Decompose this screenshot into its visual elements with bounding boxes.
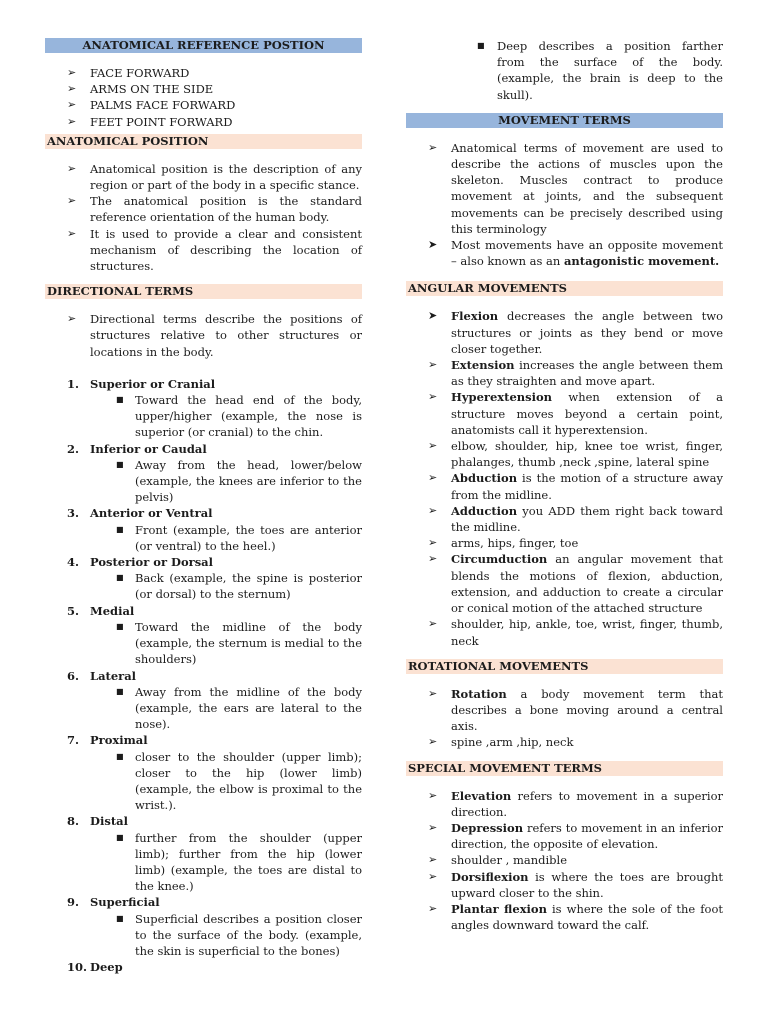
list-item: ➢ Rotation a body movement term that describes a bone moving around a central axis. <box>428 686 723 734</box>
arrow-bullet-icon: ➢ <box>428 358 438 372</box>
list-item: ➤ Most movements have an opposite movement – also known as an antagonistic movement. <box>428 238 723 269</box>
list-item: ➢ Anatomical position is the description of any region or part of the body in a specific stance. <box>67 161 362 193</box>
term-name: Superficial <box>90 895 160 910</box>
movement-terms-list <box>406 140 723 270</box>
directional-term <box>45 813 362 894</box>
term-number: 10. <box>67 960 88 975</box>
term-description: ■ Away from the midline of the body (example, the ears are lateral to the nose). <box>116 684 362 732</box>
deep-description-list <box>361 38 723 103</box>
arrow-bullet-icon: ➢ <box>428 686 438 700</box>
term-description: ■ Deep describes a position farther from the surface of the body. (example, the brain is deep to the skull). <box>477 39 723 102</box>
arrow-bullet-icon: ➢ <box>67 226 77 240</box>
arrow-bullet-icon: ➢ <box>428 617 438 631</box>
arrow-bullet-icon: ➢ <box>428 471 438 485</box>
term-number: 8. <box>67 814 80 829</box>
list-item: ➢ Directional terms describe the positions of structures relative to other structures or locations in the body. <box>67 312 362 359</box>
list-item: ➢ Anatomical terms of movement are used to describe the actions of muscles upon the skeleton. Muscles contract to produce movement at joints, and the subsequent movements can be precisely described using this terminology <box>428 140 723 236</box>
term-name: Proximal <box>90 733 148 748</box>
square-bullet-icon: ■ <box>116 913 124 923</box>
directional-intro-list <box>45 311 362 360</box>
list-item: ➢ arms, hips, finger, toe <box>428 536 579 551</box>
special-movement-list <box>406 788 723 934</box>
directional-term <box>45 554 362 603</box>
term-number: 6. <box>67 668 80 683</box>
rotational-movements-heading: ROTATIONAL MOVEMENTS <box>406 659 723 674</box>
arrow-bullet-icon: ➢ <box>428 536 438 550</box>
list-item: ➢ Dorsiflexion is where the toes are brought upward closer to the shin. <box>428 869 723 900</box>
square-bullet-icon: ■ <box>116 459 124 469</box>
term-number: 7. <box>67 733 80 748</box>
list-item: ➢ FACE FORWARD <box>67 66 190 80</box>
term-description: ■ Away from the head, lower/below (example, the knees are inferior to the pelvis) <box>116 457 362 505</box>
term-name: Posterior or Dorsal <box>90 555 214 570</box>
list-item: ➢ shoulder , mandible <box>428 853 567 868</box>
arrow-bullet-icon: ➢ <box>428 853 438 867</box>
list-item: ➢ Hyperextension when extension of a structure moves beyond a certain point, anatomists call it hyperextension. <box>428 390 723 437</box>
term-description: ■ Toward the head end of the body, upper/higher (example, the nose is superior (or cranial) to the chin. <box>116 393 362 440</box>
term-name: Lateral <box>90 668 137 683</box>
square-bullet-icon: ■ <box>116 751 124 761</box>
square-bullet-icon: ■ <box>116 621 124 631</box>
arrow-bullet-icon: ➢ <box>428 390 438 404</box>
arrow-bullet-icon: ➢ <box>67 161 77 175</box>
square-bullet-icon: ■ <box>116 395 124 405</box>
square-bullet-icon: ■ <box>116 573 124 583</box>
directional-term <box>45 603 362 668</box>
anatomical-position-list <box>45 161 362 274</box>
list-item: ➢ Adduction you ADD them right back toward the midline. <box>428 503 723 535</box>
term-name: Medial <box>90 603 135 618</box>
term-name: Distal <box>90 814 128 829</box>
list-item: ➢ elbow, shoulder, hip, knee toe wrist, finger, phalanges, thumb ,neck ,spine, lateral spine <box>428 439 723 470</box>
directional-term <box>45 505 362 554</box>
list-item: ➢ Extension increases the angle between them as they straighten and move apart. <box>428 358 723 389</box>
directional-term <box>45 959 362 975</box>
square-bullet-icon: ■ <box>477 41 485 50</box>
list-item: ➢ Elevation refers to movement in a superior direction. <box>428 788 723 819</box>
list-item: ➢ FEET POINT FORWARD <box>67 114 233 129</box>
arrow-bullet-icon: ➢ <box>67 82 77 96</box>
anatomical-position-heading: ANATOMICAL POSITION <box>45 134 362 149</box>
arrow-bullet-icon: ➢ <box>67 114 77 128</box>
arrow-bullet-icon: ➢ <box>428 901 438 915</box>
square-bullet-icon: ■ <box>116 524 124 534</box>
square-bullet-icon: ■ <box>116 832 124 842</box>
angular-movements-list <box>406 308 723 648</box>
term-description: ■ Superficial describes a position closer to the surface of the body. (example, the skin is superficial to the bones) <box>116 911 362 958</box>
list-item: ➢ Circumduction an angular movement that blends the motions of flexion, abduction, extension, and adduction to create a circular or conical motion of the attached structure <box>428 552 723 616</box>
term-name: Inferior or Caudal <box>90 441 207 456</box>
list-item: ➤ Flexion decreases the angle between two structures or joints as they bend or move closer together. <box>428 309 723 356</box>
arrow-bullet-icon: ➤ <box>428 238 438 252</box>
list-item: ➢ Plantar flexion is where the sole of the foot angles downward toward the calf. <box>428 901 723 933</box>
ref-position-list <box>45 65 362 130</box>
left-column <box>45 38 362 975</box>
movement-terms-heading: MOVEMENT TERMS <box>406 113 723 128</box>
list-item: ➢ shoulder, hip, ankle, toe, wrist, finger, thumb, neck <box>428 617 723 648</box>
arrow-bullet-icon: ➢ <box>428 439 438 453</box>
special-movement-heading: SPECIAL MOVEMENT TERMS <box>406 761 723 776</box>
rotational-movements-list <box>406 686 723 751</box>
arrow-bullet-icon: ➢ <box>67 312 77 326</box>
list-item: ➢ ARMS ON THE SIDE <box>67 82 214 97</box>
angular-movements-heading: ANGULAR MOVEMENTS <box>406 281 723 296</box>
list-item: ➢ The anatomical position is the standard reference orientation of the human body. <box>67 194 362 225</box>
arrow-bullet-icon: ➢ <box>428 820 438 834</box>
term-number: 5. <box>67 603 80 618</box>
term-number: 1. <box>67 376 80 391</box>
term-description: ■ closer to the shoulder (upper limb); closer to the hip (lower limb) (example, the elbow is proximal to the wrist.). <box>116 749 362 813</box>
arrow-bullet-icon: ➢ <box>428 869 438 883</box>
term-name: Superior or Cranial <box>90 376 216 391</box>
arrow-bullet-icon: ➢ <box>428 552 438 566</box>
list-item: ➢ spine ,arm ,hip, neck <box>428 735 574 750</box>
directional-terms-heading: DIRECTIONAL TERMS <box>45 284 362 299</box>
arrow-bullet-icon: ➢ <box>428 788 438 802</box>
directional-term <box>45 894 362 959</box>
arrow-bullet-icon: ➢ <box>428 140 438 154</box>
directional-term <box>45 668 362 733</box>
term-number: 9. <box>67 895 80 910</box>
directional-terms-list <box>45 376 362 976</box>
list-item: ➢ Abduction is the motion of a structure away from the midline. <box>428 471 723 502</box>
term-description: ■ Front (example, the toes are anterior (or ventral) to the heel.) <box>116 522 362 553</box>
right-column <box>406 38 723 933</box>
arrow-bullet-icon: ➢ <box>67 98 77 112</box>
arrow-bullet-icon: ➢ <box>67 194 77 208</box>
directional-term <box>45 441 362 506</box>
list-item: ➢ PALMS FACE FORWARD <box>67 98 236 113</box>
directional-term <box>45 376 362 441</box>
term-name: Deep <box>90 960 123 975</box>
term-description: ■ Back (example, the spine is posterior (or dorsal) to the sternum) <box>116 571 362 602</box>
term-number: 3. <box>67 506 80 521</box>
arrow-bullet-icon: ➢ <box>428 503 438 517</box>
arrow-bullet-icon: ➤ <box>428 309 438 323</box>
arrow-bullet-icon: ➢ <box>67 66 77 79</box>
term-description: ■ Toward the midline of the body (example, the sternum is medial to the shoulders) <box>116 619 362 667</box>
directional-term <box>45 732 362 813</box>
term-description: ■ further from the shoulder (upper limb); further from the hip (lower limb) (example, the toes are distal to the knee.) <box>116 830 362 894</box>
term-number: 4. <box>67 555 80 570</box>
term-name: Anterior or Ventral <box>90 506 213 521</box>
arrow-bullet-icon: ➢ <box>428 735 438 749</box>
term-number: 2. <box>67 441 80 456</box>
list-item: ➢ Depression refers to movement in an inferior direction, the opposite of elevation. <box>428 820 723 852</box>
square-bullet-icon: ■ <box>116 686 124 696</box>
ref-position-heading: ANATOMICAL REFERENCE POSTION <box>45 38 362 53</box>
list-item: ➢ It is used to provide a clear and consistent mechanism of describing the location of structures. <box>67 226 362 274</box>
